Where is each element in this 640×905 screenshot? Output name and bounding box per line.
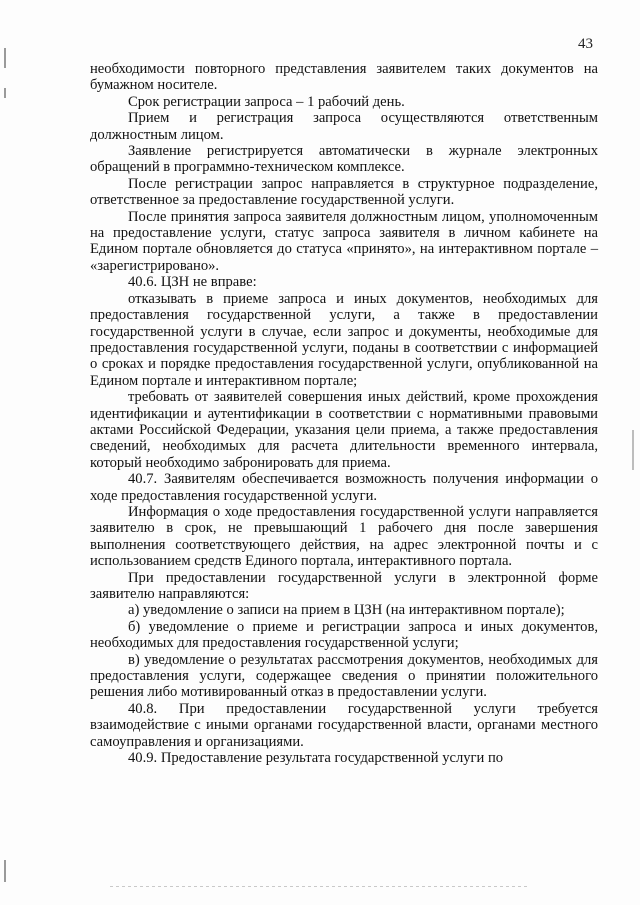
- list-item: в) уведомление о результатах рассмотрения документов, необходимых для предоставления услуги, содержащее сведения о принятии положительного решения либо мотивированный отказ в предоставлении услуги.: [90, 651, 598, 701]
- paragraph: 40.9. Предоставление результата государственной услуги по: [128, 750, 504, 767]
- list-item: а) уведомление о записи на прием в ЦЗН (на интерактивном портале);: [128, 602, 565, 619]
- paragraph: Прием и регистрация запроса осуществляются ответственным должностным лицом.: [90, 110, 598, 143]
- paragraph: После принятия запроса заявителя должностным лицом, уполномоченным на предоставление услуги, статус запроса заявителя в личном кабинете на Едином портале обновляется до статуса «принято», на интерактивном портале – «зарегистрировано».: [90, 208, 598, 274]
- paragraph: необходимости повторного представления заявителем таких документов на бумажном носителе.: [90, 61, 598, 94]
- scan-edge-mark: [632, 430, 634, 470]
- document-body: [90, 61, 598, 766]
- scan-bottom-edge: [110, 886, 530, 887]
- paragraph: Заявление регистрируется автоматически в журнале электронных обращений в программно-техническом комплексе.: [90, 143, 598, 176]
- paragraph: Срок регистрации запроса – 1 рабочий день.: [128, 93, 405, 110]
- paragraph: 40.7. Заявителям обеспечивается возможность получения информации о ходе предоставления государственной услуги.: [90, 471, 598, 504]
- paragraph: После регистрации запрос направляется в структурное подразделение, ответственное за предоставление государственной услуги.: [90, 175, 598, 209]
- paragraph: требовать от заявителей совершения иных действий, кроме прохождения идентификации и аутентификации в соответствии с нормативными правовыми актами Российской Федерации, указания цели приема, а также предоставления сведений, необходимых для расчета длительности временного интервала, который необходимо забронировать для приема.: [90, 389, 598, 471]
- section-heading: 40.6. ЦЗН не вправе:: [128, 274, 257, 291]
- paragraph: отказывать в приеме запроса и иных документов, необходимых для предоставления государственной услуги, а также в предоставлении государственной услуги в случае, если запрос и документы, необходимые для предоставления государственной услуги, поданы в соответствии с информацией о сроках и порядке предоставления государственной услуги, опубликованной на Едином портале и интерактивном портале;: [90, 290, 598, 389]
- paragraph: При предоставлении государственной услуги в электронной форме заявителю направляются:: [90, 569, 598, 602]
- list-item: б) уведомление о приеме и регистрации запроса и иных документов, необходимых для предоставления государственной услуги;: [90, 618, 598, 652]
- paragraph: 40.8. При предоставлении государственной услуги требуется взаимодействие с иными органами государственной власти, органами местного самоуправления и организациями.: [90, 700, 598, 750]
- page-number: 43: [578, 36, 593, 52]
- scan-edge-mark: [4, 88, 6, 98]
- scan-edge-mark: [4, 860, 6, 882]
- scan-edge-mark: [4, 48, 6, 68]
- paragraph: Информация о ходе предоставления государственной услуги направляется заявителю в срок, не превышающий 1 рабочего дня после завершения выполнения соответствующего действия, на адрес электронной почты и с использованием средств Единого портала, интерактивного портала.: [90, 503, 598, 570]
